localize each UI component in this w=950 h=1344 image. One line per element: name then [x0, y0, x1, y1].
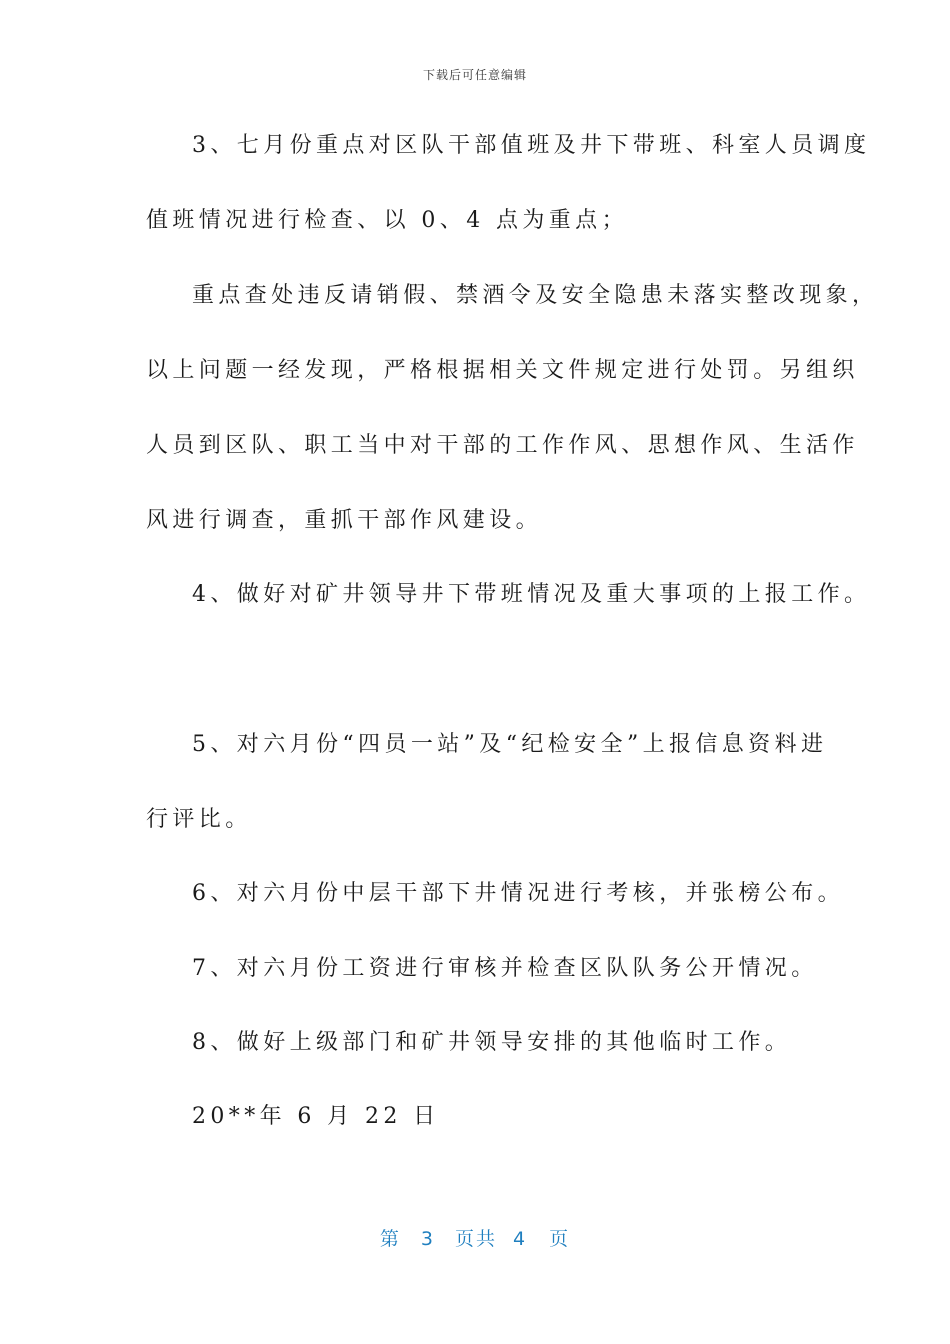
date-line: 20**年 6 月 22 日 — [192, 1104, 440, 1129]
paragraph-line: 3、七月份重点对区队干部值班及井下带班、科室人员调度 — [192, 133, 871, 158]
paragraph-line: 风进行调查，重抓干部作风建设。 — [146, 508, 543, 533]
paragraph-line: 5、对六月份“四员一站”及“纪检安全”上报信息资料进 — [192, 732, 828, 757]
paragraph-line: 以上问题一经发现，严格根据相关文件规定进行处罚。另组织 — [146, 358, 859, 383]
paragraph-line: 4、做好对矿井领导井下带班情况及重大事项的上报工作。 — [192, 582, 871, 607]
current-page-number: 3 — [420, 1228, 435, 1250]
footer-suffix: 页 — [549, 1228, 571, 1250]
paragraph-line: 7、对六月份工资进行审核并检查区队队务公开情况。 — [192, 956, 818, 981]
footer-middle: 页共 — [454, 1228, 497, 1250]
paragraph-line: 8、做好上级部门和矿井领导安排的其他临时工作。 — [192, 1030, 792, 1055]
footer-prefix: 第 — [379, 1228, 401, 1250]
paragraph-line: 人员到区队、职工当中对干部的工作作风、思想作风、生活作 — [146, 433, 859, 458]
paragraph-line: 重点查处违反请销假、禁酒令及安全隐患未落实整改现象， — [192, 283, 879, 308]
page-footer — [0, 1226, 950, 1252]
paragraph-line: 值班情况进行检查、以 0、4 点为重点； — [146, 208, 628, 233]
total-pages-number: 4 — [513, 1228, 528, 1250]
paragraph-line: 6、对六月份中层干部下井情况进行考核，并张榜公布。 — [192, 881, 844, 906]
paragraph-line: 行评比。 — [146, 807, 252, 832]
page-header: 下载后可任意编辑 — [422, 68, 527, 82]
